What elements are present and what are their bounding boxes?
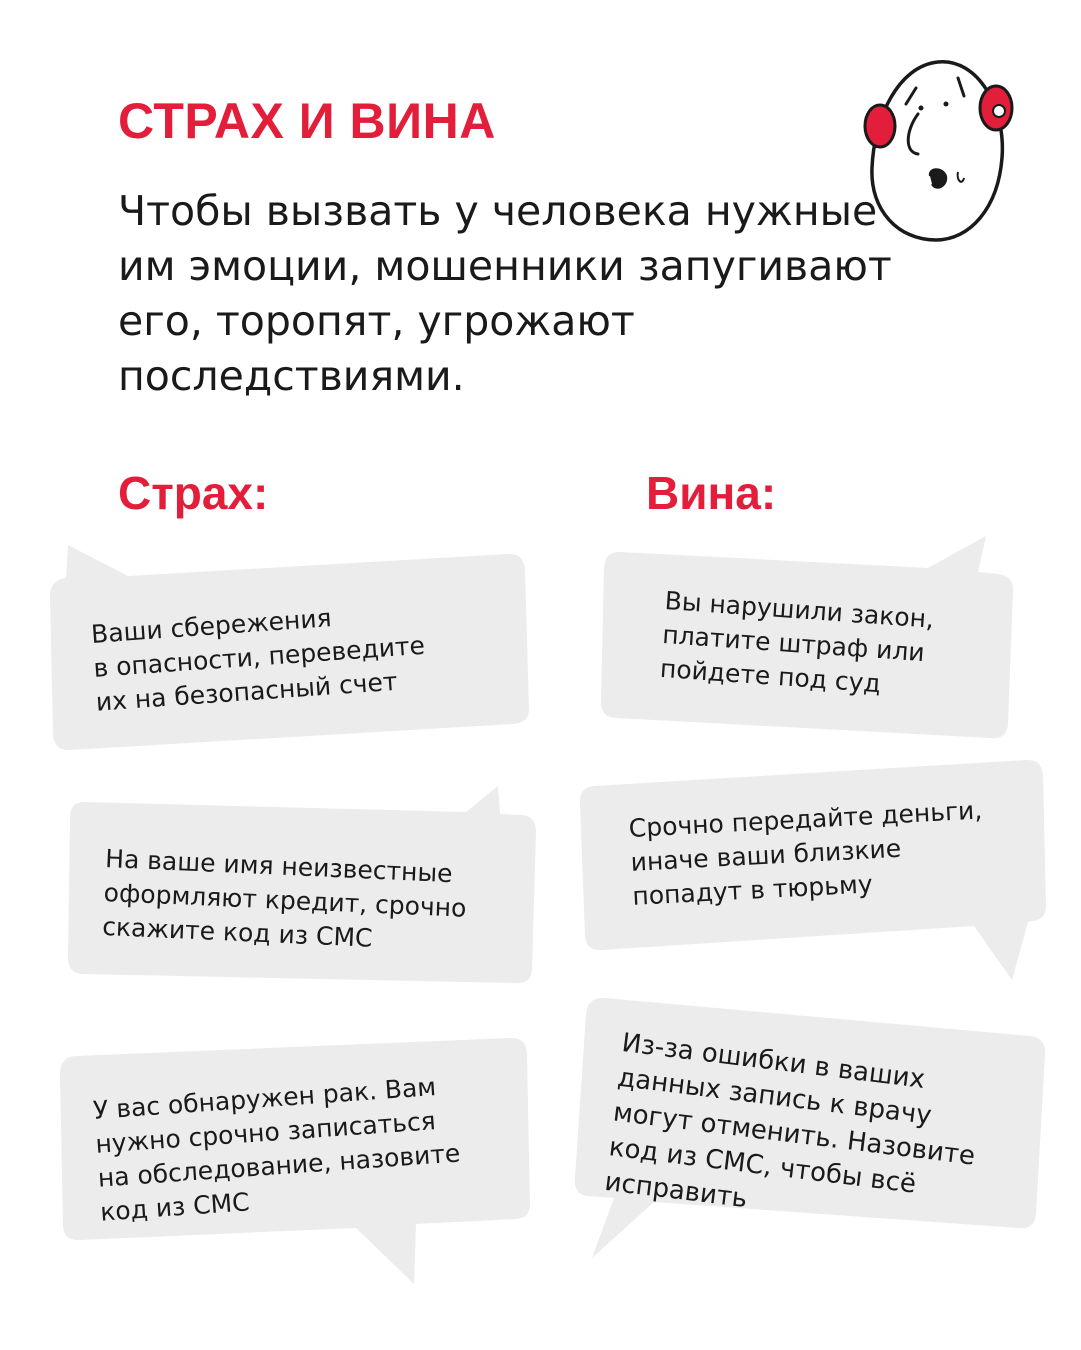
page-title: СТРАХ И ВИНА [118,93,496,149]
fear-message-2: На ваше имя неизвестные оформляют кредит, срочно скажите код из СМС [101,843,468,953]
guilt-message-1: Вы нарушили закон, платите штраф или пойдете под суд [659,585,935,699]
fear-heading: Страх: [118,467,269,519]
fear-message-3: У вас обнаружен рак. Вам нужно срочно записаться на обследование, назовите код из СМС [92,1072,462,1227]
guilt-heading: Вина: [646,467,777,519]
guilt-message-2: Срочно передайте деньги, иначе ваши близкие попадут в тюрьму [628,795,983,911]
egg-character-icon [858,48,1018,248]
fear-message-bubble-2 [66,784,538,986]
guilt-message-bubble-2 [576,758,1046,998]
intro-text: Чтобы вызвать у человека нужные им эмоции, мошенники запугивают его, торопят, угрожают последствиями. [118,187,892,400]
fear-message-bubble-3 [56,1036,532,1288]
guilt-message-bubble-3 [574,996,1048,1264]
guilt-message-3: Из-за ошибки в ваших данных запись к врачу могут отменить. Назовите код из СМС, чтобы всё исправить [603,1027,977,1215]
fear-message-1: Ваши сбережения в опасности, переведите их на безопасный счет [90,603,426,717]
fear-message-bubble-1 [48,540,532,752]
guilt-message-bubble-1 [598,534,1018,740]
